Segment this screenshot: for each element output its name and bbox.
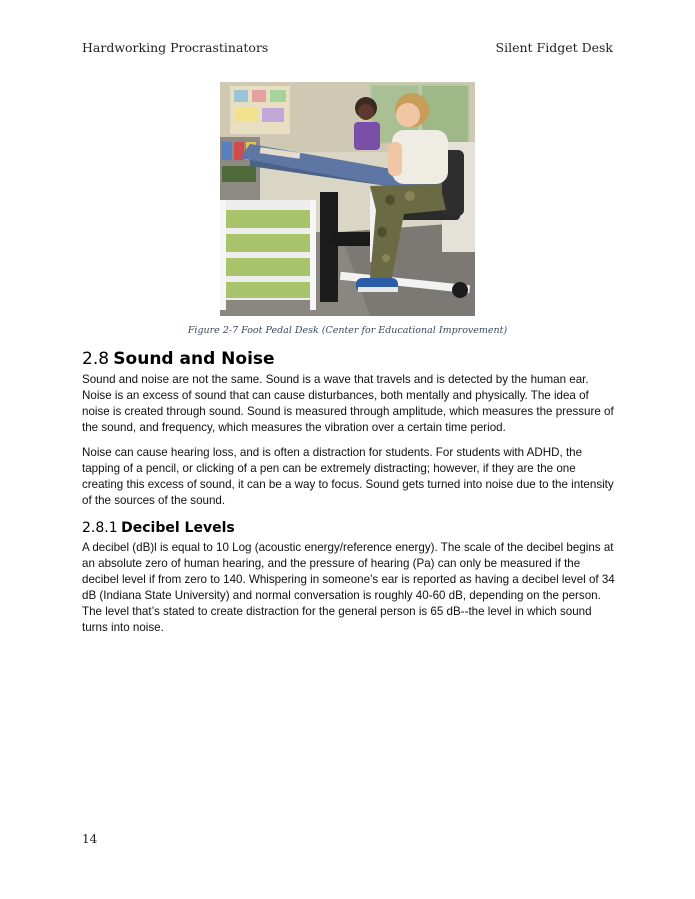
figure-photo (220, 82, 475, 316)
running-header-right: Silent Fidget Desk (495, 40, 613, 55)
page-number: 14 (82, 832, 98, 846)
paragraph-sound-vs-noise: Sound and noise are not the same. Sound is a wave that travels and is detected by the human ear. Noise is an excess of sound that can cause disturbances, both mentally and physically. The idea of noise is created through sound. Sound is measured through amplitude, which measures the pressure of the sound, and frequency, which measures the vibration over a certain time period. (82, 373, 614, 434)
section-heading-2-8-1 (82, 519, 616, 538)
subsection-number: 2.8.1 (82, 520, 118, 536)
classroom-photo (220, 82, 475, 316)
figure-caption: Figure 2-7 Foot Pedal Desk (Center for Educational Improvement) (187, 325, 508, 336)
section-number: 2.8 (82, 349, 110, 369)
subsection-title: Decibel Levels (121, 520, 235, 536)
section-decibel-levels (82, 519, 616, 636)
section-title: Sound and Noise (113, 349, 275, 369)
paragraph-noise-distraction: Noise can cause hearing loss, and is often a distraction for students. For students with ADHD, the tapping of a pencil, or clicking of a pen can be extremely distracting; however, if they are the one creating this excess of sound, it can be a way to focus. Sound gets turned into noise due to the intensity of the sources of the sound. (82, 446, 614, 507)
section-heading-2-8 (82, 349, 616, 369)
section-sound-and-noise (82, 349, 616, 509)
paragraph-decibel: A decibel (dB)l is equal to 10 Log (acoustic energy/reference energy). The scale of the decibel begins at an absolute zero of human hearing, and the pressure of hearing (Pa) can only be measured if the decibel level if from zero to 140. Whispering in someone’s ear is reported as having a decibel level of 34 dB (Indiana State University) and normal conversation is roughly 40-60 dB, depending on the person. The level that’s stated to create distraction for the general person is 65 dB--the level in which sound turns into noise. (82, 541, 615, 634)
running-header-left: Hardworking Procrastinators (82, 40, 269, 55)
